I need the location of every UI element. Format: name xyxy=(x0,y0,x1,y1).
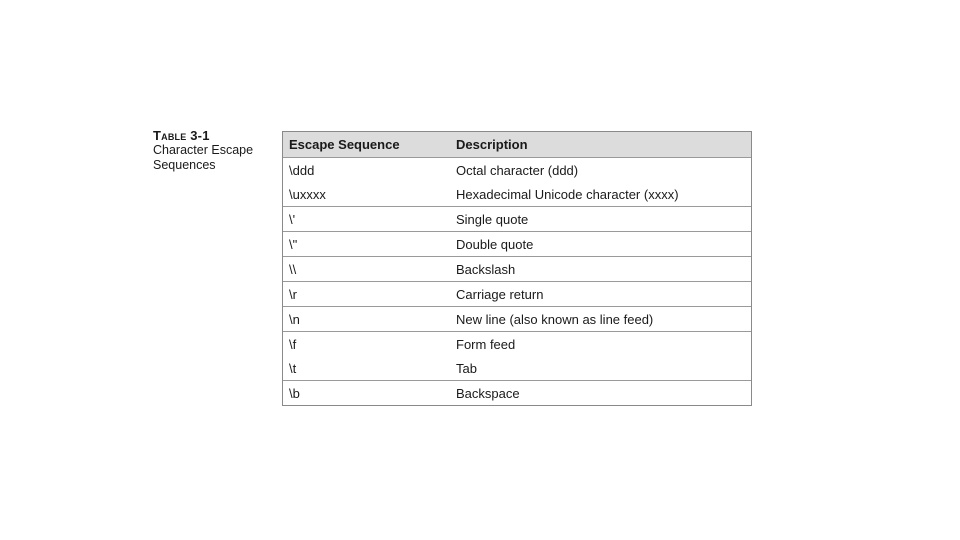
escape-sequence-cell: \uxxxx xyxy=(289,186,326,202)
escape-sequence-table-grid xyxy=(283,132,751,405)
table-row xyxy=(283,307,751,332)
description-cell: New line (also known as line feed) xyxy=(450,307,751,332)
escape-sequence-cell: \b xyxy=(283,381,450,406)
column-header-escape-sequence: Escape Sequence xyxy=(283,132,450,158)
table-row xyxy=(283,381,751,406)
escape-sequence-table xyxy=(282,131,752,406)
table-header-row xyxy=(283,132,751,158)
description-cell: Octal character (ddd) xyxy=(456,162,579,178)
table-row xyxy=(283,356,751,381)
escape-sequence-cell: \t xyxy=(289,360,297,376)
escape-sequence-cell: \' xyxy=(283,207,450,232)
escape-sequence-cell: \r xyxy=(283,282,450,307)
table-caption xyxy=(153,128,275,173)
table-body xyxy=(283,158,751,406)
description-cell: Single quote xyxy=(450,207,751,232)
escape-sequence-cell: \ddd xyxy=(289,162,315,178)
table-row xyxy=(283,207,751,232)
table-caption-text: Character Escape Sequences xyxy=(153,143,254,172)
column-header-description: Description xyxy=(450,132,751,158)
table-header xyxy=(283,132,751,158)
description-cell: Tab xyxy=(456,360,477,376)
table-row xyxy=(283,282,751,307)
description-cell: Carriage return xyxy=(450,282,751,307)
escape-sequence-cell: \n xyxy=(283,307,450,332)
table-row xyxy=(283,182,751,207)
escape-sequence-cell: \\ xyxy=(283,257,450,282)
description-cell: Backslash xyxy=(450,257,751,282)
description-cell: Hexadecimal Unicode character (xxxx) xyxy=(456,186,679,202)
table-row xyxy=(283,257,751,282)
table-row xyxy=(283,232,751,257)
table-row xyxy=(283,332,751,357)
table-caption-label: Table 3-1 xyxy=(153,128,210,143)
escape-sequence-cell: \" xyxy=(283,232,450,257)
description-cell: Backspace xyxy=(450,381,751,406)
description-cell: Form feed xyxy=(450,332,751,357)
description-cell: Double quote xyxy=(450,232,751,257)
table-row xyxy=(283,158,751,183)
escape-sequence-cell: \f xyxy=(283,332,450,357)
